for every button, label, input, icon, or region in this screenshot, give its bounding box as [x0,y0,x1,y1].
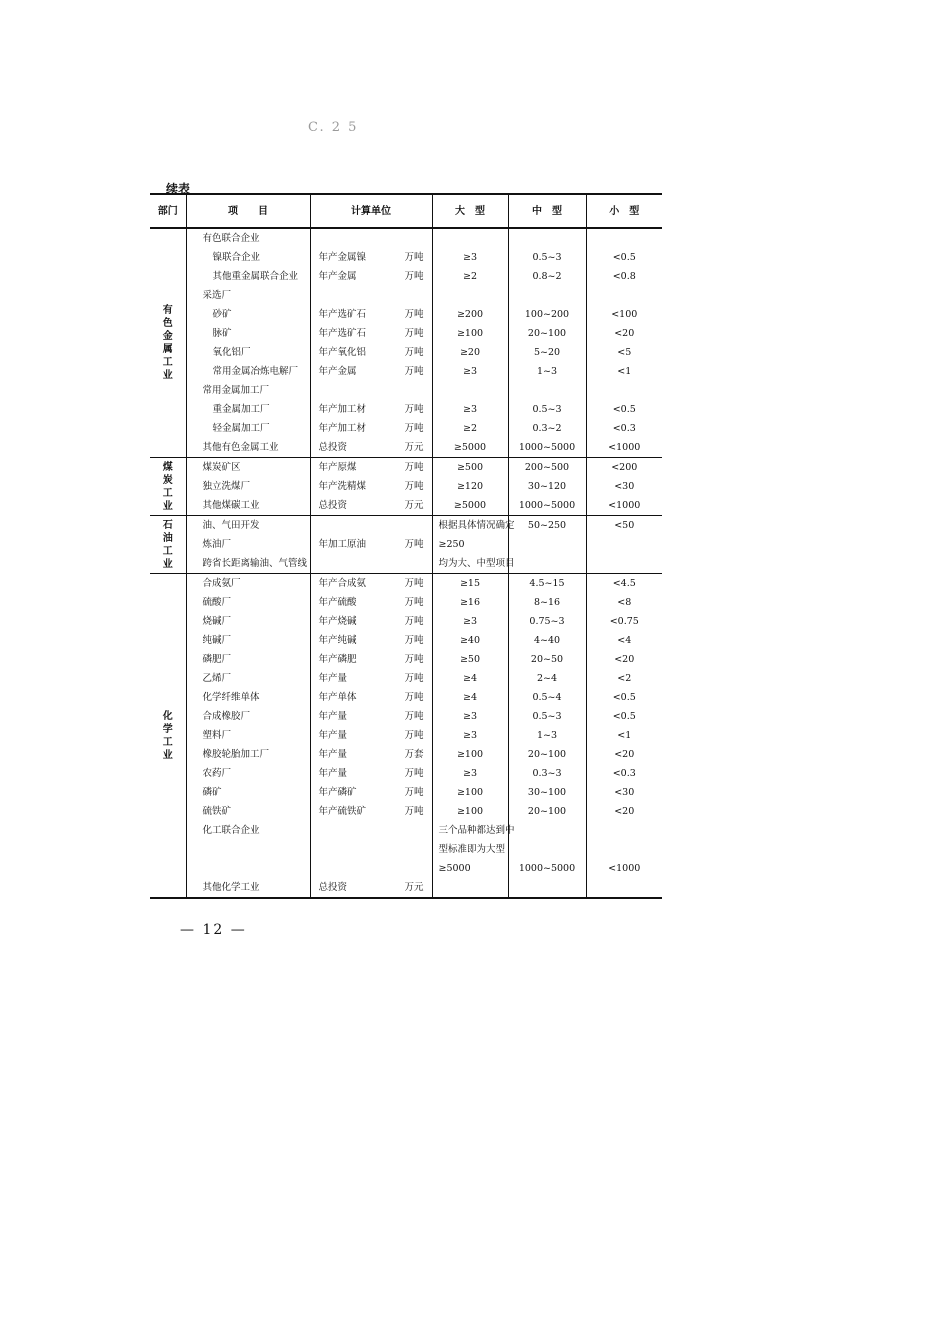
medium-cell [508,458,586,516]
table-row [150,574,662,899]
item-label: 独立洗煤厂 [202,481,251,492]
small-value: <1000 [608,442,641,453]
unit-name: 年产量 [318,730,348,741]
medium-value: 20~50 [530,654,564,665]
unit-measure: 万元 [404,500,424,511]
project-scale-table [150,193,662,899]
medium-value: 30~100 [527,787,567,798]
large-note: 三个品种都达到中 [438,825,515,836]
medium-value: 1000~5000 [518,442,576,453]
medium-value: 5~20 [533,347,561,358]
unit-line [311,821,432,840]
table-row [150,516,662,574]
large-value: ≥100 [456,749,484,760]
unit-line [311,286,432,305]
col-header-medium: 中 型 [508,194,586,228]
unit-measure: 万吨 [404,730,424,741]
medium-value [509,381,586,400]
medium-value: 2~4 [536,673,558,684]
small-value: <200 [611,462,638,473]
medium-value: 1000~5000 [518,500,576,511]
medium-value [509,286,586,305]
item-label: 磷肥厂 [202,654,232,665]
item-label: 化工联合企业 [202,825,260,836]
large-value: ≥5000 [453,500,487,511]
unit-name: 年产加工材 [318,423,367,434]
unit-name: 年产选矿石 [318,328,367,339]
unit-line [311,554,432,573]
large-note: ≥5000 [438,863,471,874]
medium-value: 8~16 [533,597,561,608]
small-value: <0.75 [609,616,639,627]
medium-value: 4~40 [533,635,561,646]
medium-value: 4.5~15 [529,578,565,589]
unit-name: 年产量 [318,749,348,760]
unit-name: 年产氧化铝 [318,347,367,358]
items-cell [186,228,310,458]
item-label: 常用金属加工厂 [202,385,270,396]
table-row [150,458,662,516]
small-value: <20 [614,654,635,665]
small-cell [586,574,662,899]
item-label: 煤炭矿区 [202,462,241,473]
small-cell [586,516,662,574]
item-label: 合成橡胶厂 [202,711,251,722]
medium-value: 0.75~3 [529,616,565,627]
unit-name: 年产硫铁矿 [318,806,367,817]
unit-measure: 万吨 [404,462,424,473]
small-value: <2 [617,673,632,684]
unit-line [311,574,432,593]
unit-measure: 万吨 [404,328,424,339]
item-label [191,840,310,859]
item-label: 其他有色金属工业 [202,442,279,453]
small-value: <0.5 [612,711,636,722]
unit-line [311,745,432,764]
item-label: 农药厂 [202,768,232,779]
unit-line [311,840,432,859]
item-label: 镍联合企业 [212,252,261,263]
small-value: <100 [611,309,638,320]
unit-line [311,438,432,457]
large-value: ≥100 [456,328,484,339]
unit-name: 年产量 [318,768,348,779]
unit-line [311,631,432,650]
small-value: <20 [614,328,635,339]
unit-name: 年产量 [318,711,348,722]
large-value [433,381,508,400]
unit-line [311,458,432,477]
medium-value: 20~100 [527,328,567,339]
medium-cell [508,516,586,574]
unit-measure: 万吨 [404,692,424,703]
item-label: 炼油厂 [202,539,232,550]
medium-value: 1~3 [536,730,558,741]
unit-line [311,362,432,381]
medium-value: 20~100 [527,806,567,817]
spacer [509,821,586,840]
item-label: 重金属加工厂 [212,404,270,415]
unit-measure: 万吨 [404,616,424,627]
item-label: 脉矿 [212,328,232,339]
col-header-large: 大 型 [432,194,508,228]
item-label: 硫酸厂 [202,597,232,608]
unit-line [311,593,432,612]
spacer [433,878,508,897]
dept-label: 化学工业 [162,710,173,761]
unit-name: 总投资 [318,500,348,511]
medium-value [509,229,586,248]
unit-name: 总投资 [318,442,348,453]
unit-measure: 万吨 [404,806,424,817]
small-value: <30 [614,787,635,798]
unit-line [311,764,432,783]
spacer [509,840,586,859]
unit-measure: 万吨 [404,787,424,798]
medium-value: 0.5~4 [532,692,562,703]
unit-cell [310,574,432,899]
small-value: <20 [614,806,635,817]
large-note: 型标准即为大型 [438,844,506,855]
spacer [587,821,663,840]
unit-line [311,802,432,821]
large-note: 均为大、中型项目 [438,558,515,569]
item-label: 常用金属冶炼电解厂 [212,366,299,377]
unit-line [311,612,432,631]
unit-name: 年产单体 [318,692,357,703]
unit-line [311,669,432,688]
unit-measure: 万吨 [404,271,424,282]
item-label: 塑料厂 [202,730,232,741]
large-value: ≥120 [456,481,484,492]
unit-measure: 万元 [404,882,424,893]
large-value: ≥50 [459,654,481,665]
small-value: <0.3 [612,423,636,434]
unit-line [311,381,432,400]
unit-measure: 万吨 [404,635,424,646]
item-label: 其他重金属联合企业 [212,271,299,282]
dept-cell [150,228,186,458]
unit-name: 年产烧碱 [318,616,357,627]
col-header-dept: 部门 [150,194,186,228]
table-body [150,228,662,898]
col-header-item: 项 目 [186,194,310,228]
unit-name: 年产原煤 [318,462,357,473]
item-label: 硫铁矿 [202,806,232,817]
items-cell [186,516,310,574]
unit-name: 年加工原油 [318,539,367,550]
medium-value: 1~3 [536,366,558,377]
item-label: 磷矿 [202,787,222,798]
large-value: ≥3 [462,711,477,722]
unit-name: 年产量 [318,673,348,684]
small-value [587,286,663,305]
medium-value: 50~250 [527,520,567,531]
small-value: <4.5 [612,578,636,589]
dept-cell [150,516,186,574]
unit-measure: 万吨 [404,252,424,263]
small-value: <8 [617,597,632,608]
large-value: ≥2 [462,423,477,434]
item-label: 砂矿 [212,309,232,320]
medium-value: 0.3~3 [532,768,562,779]
item-label: 橡胶轮胎加工厂 [202,749,270,760]
page-number: — 12 — [180,922,247,938]
medium-value: 0.8~2 [532,271,562,282]
unit-name: 年产合成氨 [318,578,367,589]
unit-measure: 万吨 [404,481,424,492]
large-note: 根据具体情况确定 [438,520,515,531]
item-label: 纯碱厂 [202,635,232,646]
small-cell [586,458,662,516]
col-header-small: 小 型 [586,194,662,228]
small-value: <50 [614,520,635,531]
continued-label: 续表 [166,182,191,196]
large-value: ≥100 [456,806,484,817]
items-cell [186,574,310,899]
unit-measure: 万吨 [404,578,424,589]
unit-line [311,535,432,554]
small-value: <0.3 [612,768,636,779]
small-value: <0.5 [612,692,636,703]
unit-line [311,267,432,286]
unit-line [311,878,432,897]
unit-measure: 万吨 [404,539,424,550]
unit-name: 年产金属镍 [318,252,367,263]
medium-value: 20~100 [527,749,567,760]
large-value: ≥3 [462,616,477,627]
large-value: ≥200 [456,309,484,320]
item-label: 烧碱厂 [202,616,232,627]
medium-cell [508,228,586,458]
medium-value: 0.5~3 [532,711,562,722]
unit-line [311,688,432,707]
dept-label: 石油工业 [162,519,173,570]
large-value: ≥2 [462,271,477,282]
small-value: <20 [614,749,635,760]
unit-line [311,400,432,419]
unit-name: 年产选矿石 [318,309,367,320]
small-value: <30 [614,481,635,492]
item-label: 氧化铝厂 [212,347,251,358]
medium-cell [508,574,586,899]
medium-value: 200~500 [524,462,570,473]
large-value: ≥16 [459,597,481,608]
unit-line [311,650,432,669]
large-value: ≥40 [459,635,481,646]
small-value: <1 [617,730,632,741]
small-value: <0.5 [612,252,636,263]
dept-cell [150,458,186,516]
small-value: <1 [617,366,632,377]
unit-cell [310,228,432,458]
small-value: <1000 [608,500,641,511]
dept-cell [150,574,186,899]
unit-line [311,419,432,438]
dept-label: 有色金属工业 [162,305,173,381]
col-header-unit: 计算单位 [310,194,432,228]
unit-measure: 万吨 [404,654,424,665]
unit-name: 年产洗精煤 [318,481,367,492]
unit-line [311,516,432,535]
large-cell [432,516,515,574]
unit-name: 年产磷矿 [318,787,357,798]
unit-name: 年产金属 [318,271,357,282]
large-value: ≥15 [459,578,481,589]
unit-measure: 万元 [404,442,424,453]
unit-measure: 万套 [404,749,424,760]
unit-measure: 万吨 [404,673,424,684]
unit-name: 年产纯碱 [318,635,357,646]
unit-measure: 万吨 [404,366,424,377]
unit-name: 年产金属 [318,366,357,377]
unit-line [311,229,432,248]
unit-line [311,859,432,878]
large-value: ≥3 [462,252,477,263]
large-value: ≥3 [462,768,477,779]
large-value: ≥3 [462,404,477,415]
unit-measure: 万吨 [404,309,424,320]
medium-value: 30~120 [527,481,567,492]
item-label: 跨省长距离输油、气管线 [202,558,308,569]
unit-name: 年产加工材 [318,404,367,415]
small-value: <5 [617,347,632,358]
large-value: ≥4 [462,673,477,684]
unit-measure: 万吨 [404,597,424,608]
small-value: <0.8 [612,271,636,282]
large-value: ≥100 [456,787,484,798]
medium-value: 0.5~3 [532,252,562,263]
item-label: 采选厂 [202,290,232,301]
unit-measure: 万吨 [404,711,424,722]
small-value: <1000 [608,863,641,874]
unit-line [311,343,432,362]
header-faint-text: C. 2 5 [308,120,359,135]
large-cell [432,458,508,516]
item-label: 轻金属加工厂 [212,423,270,434]
unit-cell [310,458,432,516]
large-value [433,229,508,248]
large-cell [432,574,515,899]
unit-line [311,305,432,324]
large-value: ≥5000 [453,442,487,453]
unit-measure: 万吨 [404,768,424,779]
small-value [587,381,663,400]
medium-value: 100~200 [524,309,570,320]
large-value [433,286,508,305]
spacer [587,840,663,859]
dept-label: 煤炭工业 [162,461,173,512]
large-value: ≥3 [462,366,477,377]
item-label: 合成氨厂 [202,578,241,589]
medium-value: 0.3~2 [532,423,562,434]
small-value [587,229,663,248]
large-value: ≥20 [459,347,481,358]
item-label: 有色联合企业 [202,233,260,244]
unit-line [311,248,432,267]
medium-value: 0.5~3 [532,404,562,415]
large-value: ≥3 [462,730,477,741]
table-row [150,228,662,458]
unit-name: 年产硫酸 [318,597,357,608]
unit-line [311,726,432,745]
large-note: ≥250 [438,539,465,550]
unit-measure: 万吨 [404,423,424,434]
unit-name: 总投资 [318,882,348,893]
item-label: 其他煤碳工业 [202,500,260,511]
unit-measure: 万吨 [404,347,424,358]
unit-cell [310,516,432,574]
large-cell [432,228,508,458]
item-label: 乙烯厂 [202,673,232,684]
large-value: ≥4 [462,692,477,703]
table-header-row [150,194,662,228]
small-value: <0.5 [612,404,636,415]
unit-line [311,707,432,726]
unit-line [311,496,432,515]
item-label: 油、气田开发 [202,520,260,531]
unit-name: 年产磷肥 [318,654,357,665]
unit-line [311,477,432,496]
unit-line [311,324,432,343]
medium-value: 1000~5000 [518,863,576,874]
item-label: 其他化学工业 [202,882,260,893]
small-cell [586,228,662,458]
unit-line [311,783,432,802]
large-value: ≥500 [456,462,484,473]
unit-measure: 万吨 [404,404,424,415]
item-label: 化学纤维单体 [202,692,260,703]
small-value: <4 [617,635,632,646]
item-label [191,859,310,878]
items-cell [186,458,310,516]
